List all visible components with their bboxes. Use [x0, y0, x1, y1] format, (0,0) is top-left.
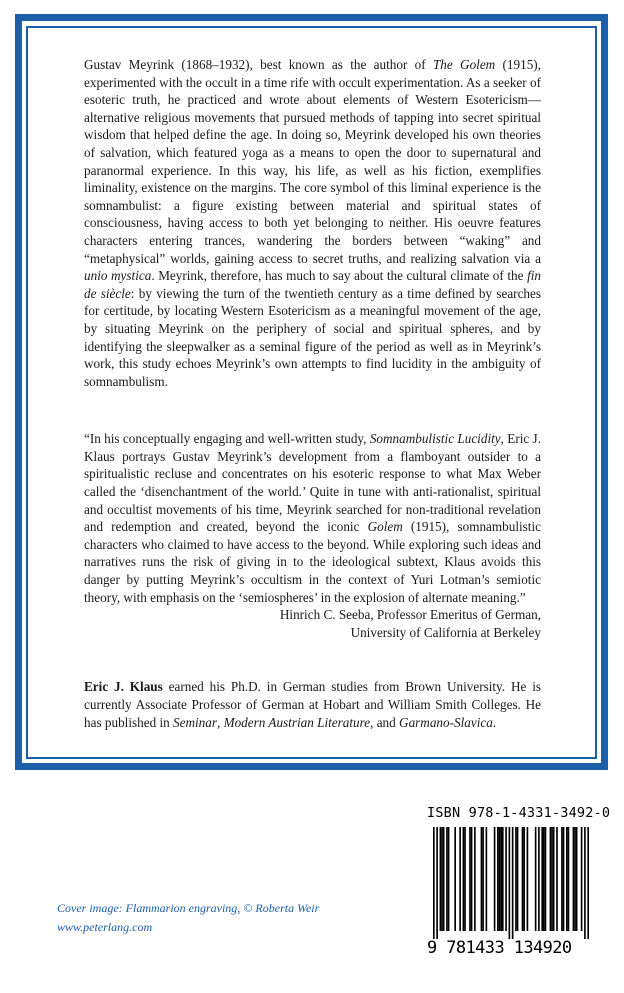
golem-title: The Golem	[432, 57, 496, 72]
book-summary	[84, 56, 541, 390]
barcode-bar	[440, 827, 442, 931]
barcode-bar	[433, 827, 435, 939]
barcode-bar	[502, 827, 504, 931]
review-attribution	[84, 606, 541, 641]
book-title: Somnambulistic Lucidity	[369, 431, 501, 447]
barcode-bar	[497, 827, 499, 931]
barcode-bar	[517, 827, 519, 931]
review-text-1: “In his conceptually engaging and well-written study,	[84, 431, 370, 447]
barcode-bar	[515, 827, 517, 931]
barcode-bar	[535, 827, 537, 931]
barcode-bar	[574, 827, 576, 931]
barcode-bar	[482, 827, 484, 931]
summary-text-3: . Meyrink, therefore, has much to say about the cultural climate of the	[151, 268, 528, 284]
cover-image-credit: Cover image: Flammarion engraving, © Roberta Weir	[57, 901, 320, 915]
barcode-bar	[545, 827, 547, 931]
barcode-bar	[523, 827, 525, 931]
barcode-bar	[584, 827, 586, 939]
journal-seminar: Seminar	[173, 714, 217, 730]
barcode-bar	[573, 827, 575, 931]
barcode-bar	[459, 827, 461, 931]
bio-separator-1: ,	[216, 714, 224, 730]
unio-mystica-term: unio mystica	[84, 268, 152, 284]
barcode-bar	[576, 827, 578, 931]
bio-separator-2: , and	[370, 714, 400, 730]
isbn-label: ISBN 978-1-4331-3492-0	[427, 805, 611, 821]
journal-garmano-slavica: Garmano-Slavica	[399, 714, 493, 730]
barcode-bar	[509, 827, 511, 939]
barcode-bar	[556, 827, 558, 931]
barcode-bar	[464, 827, 466, 931]
barcode-bar	[527, 827, 529, 931]
barcode-bar	[543, 827, 545, 931]
barcode-bar	[469, 827, 471, 931]
bio-text: earned his Ph.D. in German studies from Brown University. He is currently Associate Professor of German at Hobart and William Smith Colleges. He has published in	[84, 679, 541, 730]
back-cover-text	[84, 56, 541, 731]
barcode-bar	[568, 827, 570, 931]
barcode-bar	[436, 827, 438, 939]
barcode-bar	[471, 827, 473, 931]
review-quote	[84, 430, 541, 606]
barcode-bar	[566, 827, 568, 931]
barcode-bar	[494, 827, 496, 931]
footer-credits	[57, 899, 319, 937]
author-bio	[84, 678, 541, 731]
barcode-bar	[454, 827, 456, 931]
barcode-bar	[441, 827, 443, 931]
barcode-bar	[486, 827, 488, 931]
barcode-bar	[463, 827, 465, 931]
barcode-bar	[505, 827, 507, 931]
barcode-digits: 9 781433 134920	[427, 938, 572, 958]
journal-modern-austrian-literature: Modern Austrian Literature	[223, 714, 371, 730]
golem-title-review: Golem	[367, 519, 403, 535]
barcode-bar	[512, 827, 514, 939]
barcode-bar	[561, 827, 563, 931]
fin-de-siecle-term: fin de siècle	[84, 268, 541, 301]
review-text-3: (1915), somnambulistic characters who claimed to have access to the beyond. While exploring such ideas and narratives runs the risk of giving in to the ideological subtext, Klaus avoids this danger by putting Meyrink’s occultism in the context of Yuri Lotman’s semiotic theory, with emphasis on the ‘semiospheres’ in the explosion of alternate meaning.”	[84, 519, 541, 605]
publisher-website[interactable]: www.peterlang.com	[57, 920, 153, 934]
barcode-bar	[448, 827, 450, 931]
summary-text-4: : by viewing the turn of the twentieth century as a time defined by searches for certitude, by locating Western Esotericism as a meaningful movement of the age, by situating Meyrink on the periphery of social and spiritual spheres, and by identifying the sleepwalker as a seminal figure of the period as well as in Meyrink’s work, this study echoes Meyrink’s own attempts to find lucidity in the ambiguity of somnambulism.	[84, 285, 541, 389]
review-text-2: , Eric J. Klaus portrays Gustav Meyrink’s development from a flamboyant outsider to a spiritualistic recluse and concentrates on his esoteric response to what Max Weber called the ‘disenchantment of the world.’ Quite in tune with anti-rationalist, spiritual and occultist movements of his time, Meyrink searched for non-traditional revelation and redemption and created, beyond the iconic	[84, 431, 541, 535]
barcode-bar	[553, 827, 555, 931]
barcode-bar	[563, 827, 565, 931]
summary-text-2: (1915), experimented with the occult in a time rife with occult experimentation. As a seeker of esoteric truth, he practiced and wrote about elements of Western Esotericism—alternative religious movements that pursued methods of tapping into secret spiritual wisdom that helped define the age. In doing so, Meyrink developed his own theories of salvation, which featured yoga as a means to open the door to supernatural and paranormal experience. In this way, his life, as well as his fiction, exemplifies liminality, existence on the margins. The core symbol of this liminal experience is the somnambulist: a figure existing between material and spiritual states of consciousness, having access to both yet belonging to neither. His oeuvre features characters entering trances, wandering the borders between “waking” and “metaphysical” worlds, gaining access to secret truths, and realizing salvation via a	[84, 57, 541, 266]
barcode-bar	[443, 827, 445, 931]
barcode-bar	[500, 827, 502, 931]
barcode-bar	[481, 827, 483, 931]
barcode-bar	[538, 827, 540, 931]
barcode-image	[433, 827, 589, 939]
barcode-bar	[551, 827, 553, 931]
barcode-bar	[581, 827, 583, 931]
barcode-bar	[446, 827, 448, 931]
barcode-bar	[550, 827, 552, 931]
barcode-bar	[541, 827, 543, 931]
summary-text-1: Gustav Meyrink (1868–1932), best known as the author of	[84, 57, 433, 72]
barcode-bar	[474, 827, 476, 931]
isbn-barcode	[427, 805, 611, 965]
bio-end: .	[492, 714, 497, 730]
barcode-bar	[522, 827, 524, 931]
barcode-bar	[587, 827, 589, 939]
barcode-bar	[499, 827, 501, 931]
reviewer-name: Hinrich C. Seeba, Professor Emeritus of German,	[279, 607, 541, 623]
reviewer-affiliation: University of California at Berkeley	[350, 624, 541, 640]
author-name: Eric J. Klaus	[84, 679, 163, 695]
